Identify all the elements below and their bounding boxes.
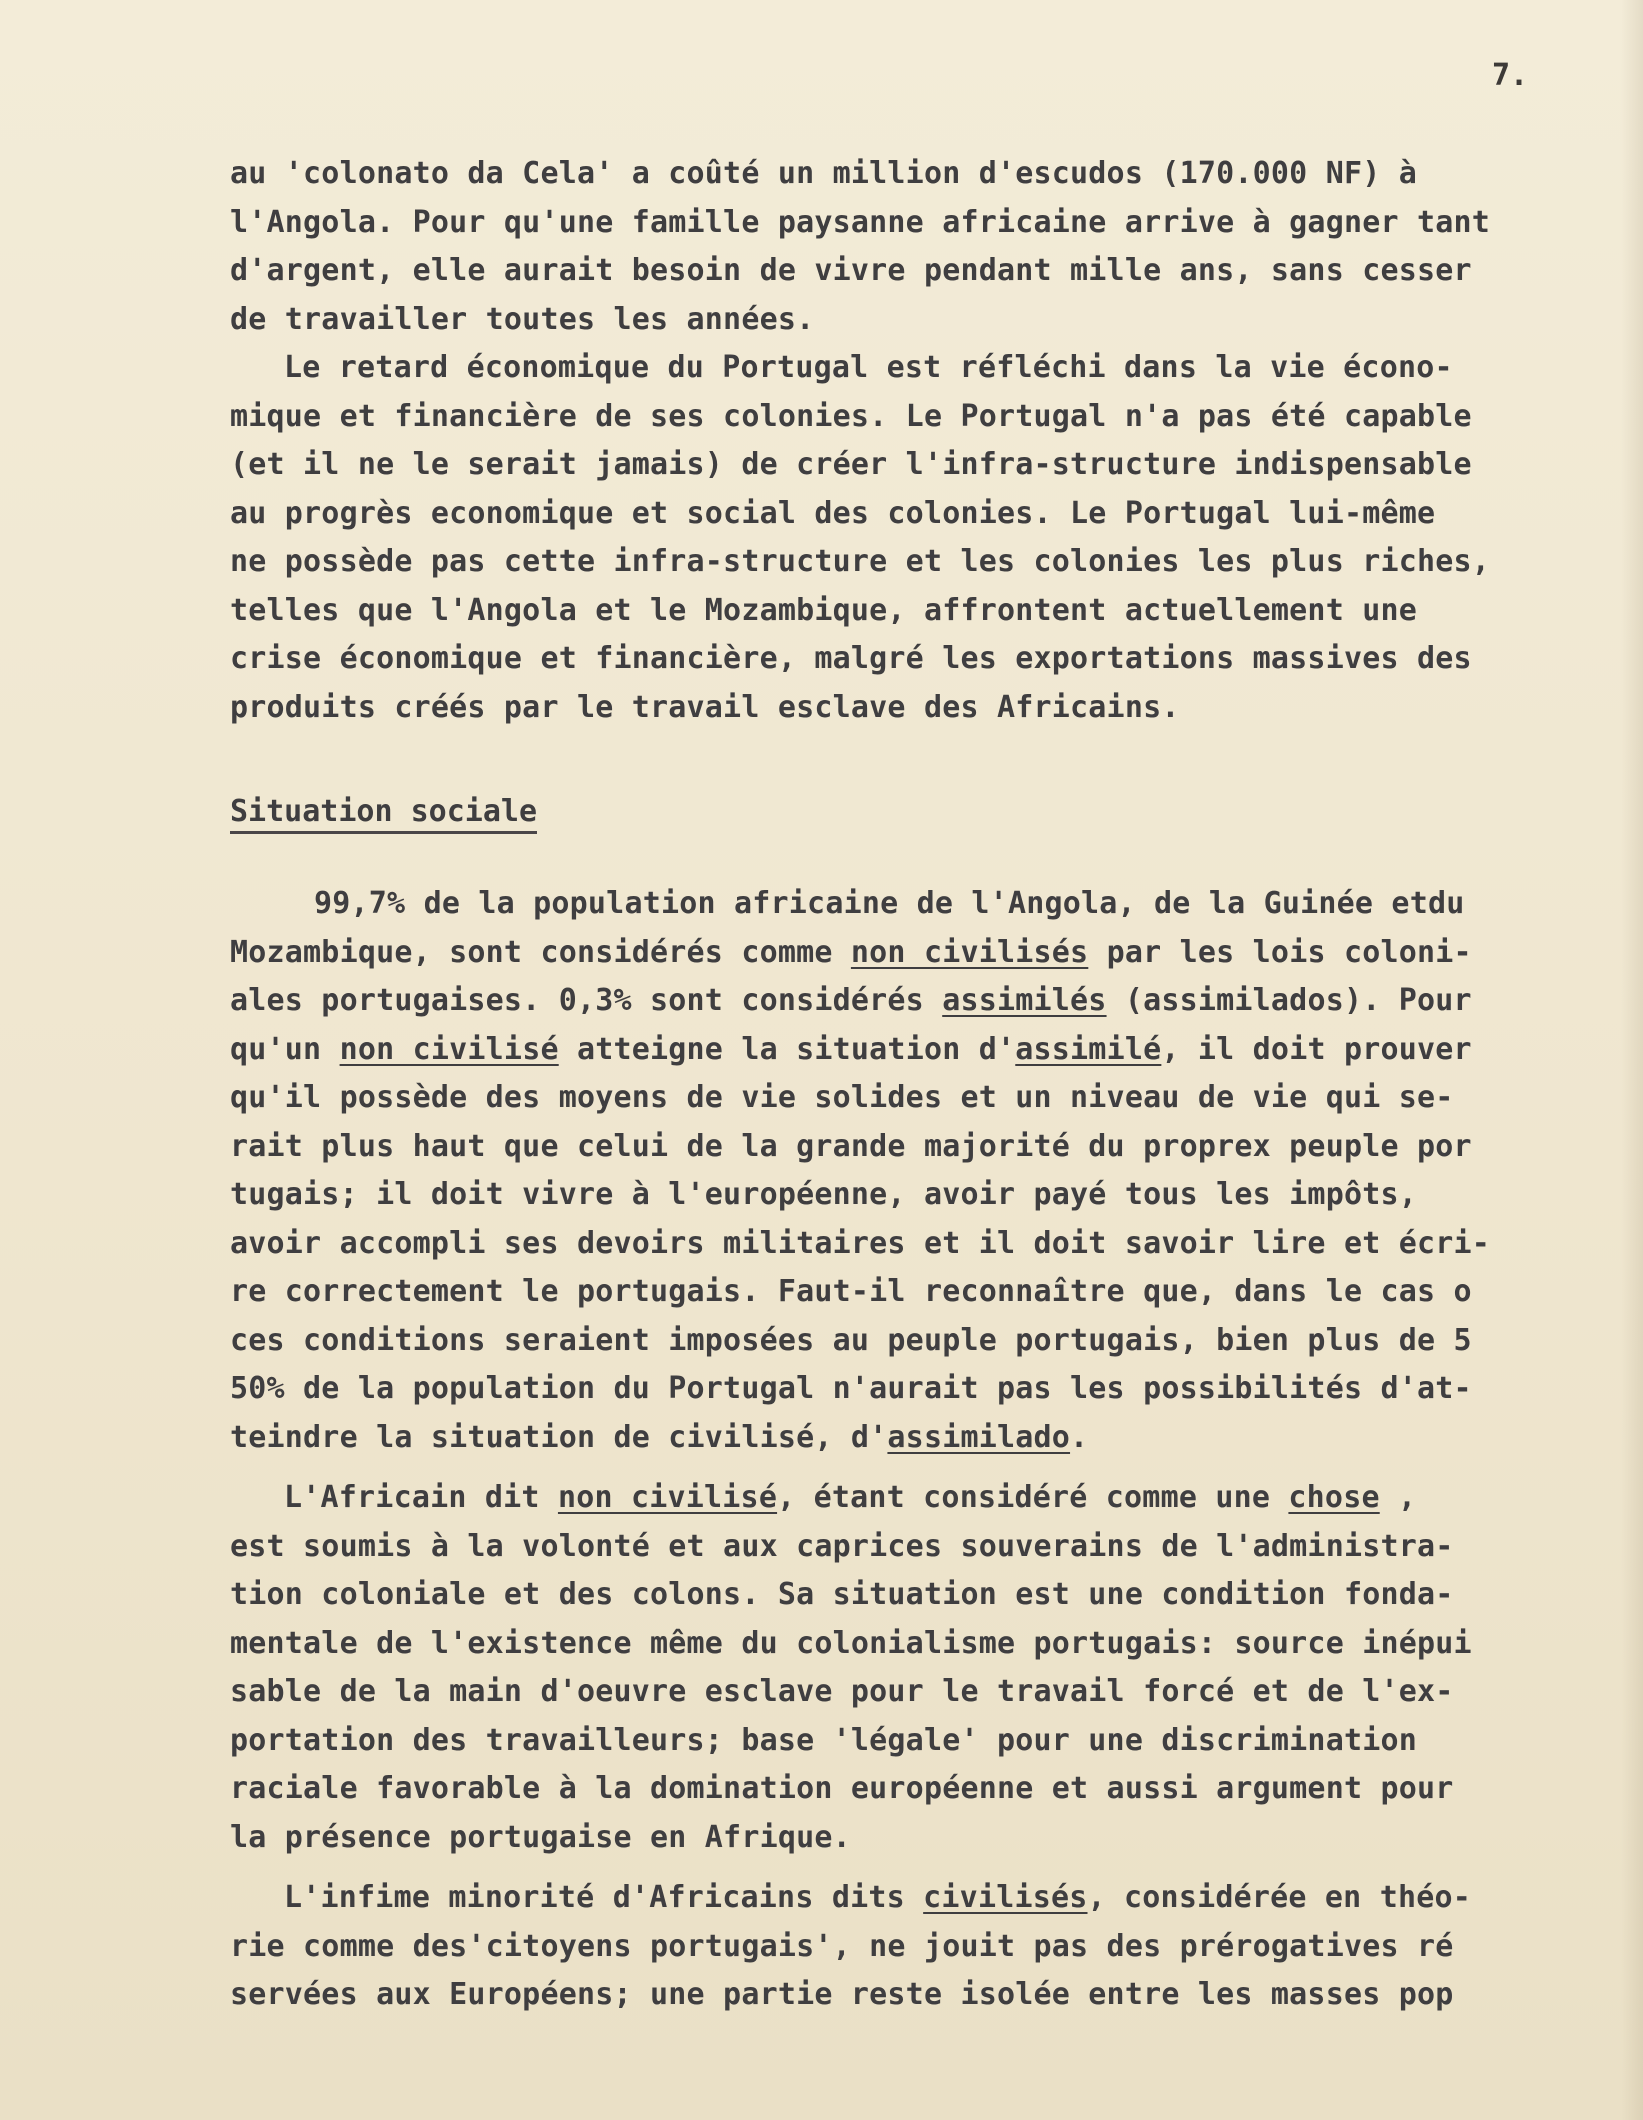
text-segment: , considérée en théo- bbox=[1087, 1880, 1472, 1915]
text-line: telles que l'Angola et le Mozambique, affrontent actuellement une bbox=[230, 592, 1417, 628]
text-line bbox=[230, 1268, 1620, 1317]
text-line bbox=[230, 1074, 1620, 1123]
text-segment: portation des travailleurs; base 'légale' pour une discrimination bbox=[230, 1722, 1417, 1758]
text-line bbox=[230, 1620, 1620, 1669]
document-body bbox=[230, 150, 1620, 2020]
text-segment: L'infime minorité d'Africains dits bbox=[284, 1880, 924, 1915]
underlined-term: assimilés bbox=[942, 983, 1107, 1018]
text-segment: mentale de l'existence même du colonialisme portugais: source inépui bbox=[230, 1625, 1472, 1661]
text-line bbox=[230, 1923, 1620, 1972]
text-line bbox=[230, 1026, 1620, 1075]
text-line: l'Angola. Pour qu'une famille paysanne africaine arrive à gagner tant bbox=[230, 204, 1491, 240]
underlined-term: non civilisé bbox=[339, 1031, 559, 1067]
underlined-term: non civilisé bbox=[557, 1480, 778, 1515]
text-segment: , étant considéré comme une bbox=[777, 1480, 1289, 1515]
text-line: au 'colonato da Cela' a coûté un million d'escudos (170.000 NF) à bbox=[230, 156, 1417, 191]
text-segment: atteigne la situation d' bbox=[558, 1031, 1016, 1067]
text-line bbox=[230, 1765, 1620, 1814]
text-segment: ales portugaises. 0,3% sont considérés bbox=[230, 983, 943, 1018]
text-line bbox=[230, 1668, 1620, 1717]
underlined-term: non civilisés bbox=[850, 934, 1089, 970]
text-line bbox=[230, 1717, 1620, 1766]
page-number: 7. bbox=[1492, 58, 1529, 93]
text-line bbox=[230, 1874, 1620, 1923]
text-segment: raciale favorable à la domination européenne et aussi argument pour bbox=[230, 1771, 1454, 1806]
text-segment: (assimilados). Pour bbox=[1106, 983, 1472, 1018]
text-segment: tugais; il doit vivre à l'européenne, avoir payé tous les impôts, bbox=[230, 1177, 1417, 1212]
section-heading: Situation sociale bbox=[230, 794, 537, 834]
text-line: produits créés par le travail esclave des Africains. bbox=[230, 689, 1180, 725]
text-line bbox=[230, 1365, 1620, 1414]
text-line bbox=[230, 1414, 1620, 1463]
text-segment: . bbox=[1070, 1419, 1089, 1455]
text-line: au progrès economique et social des colonies. Le Portugal lui-même bbox=[230, 495, 1436, 531]
text-segment: tion coloniale et des colons. Sa situation est une condition fonda- bbox=[230, 1577, 1454, 1612]
text-segment: qu'un bbox=[230, 1031, 340, 1067]
text-line: crise économique et financière, malgré les exportations massives des bbox=[230, 641, 1472, 676]
text-line bbox=[230, 1171, 1620, 1220]
text-line: (et il ne le serait jamais) de créer l'infra-structure indispensable bbox=[230, 447, 1472, 482]
text-segment: avoir accompli ses devoirs militaires et il doit savoir lire et écri- bbox=[230, 1225, 1491, 1261]
text-segment: sable de la main d'oeuvre esclave pour le travail forcé et de l'ex- bbox=[230, 1674, 1454, 1709]
text-line bbox=[230, 1474, 1620, 1523]
text-line bbox=[230, 929, 1620, 978]
text-line: d'argent, elle aurait besoin de vivre pendant mille ans, sans cesser bbox=[230, 253, 1472, 288]
text-segment: Mozambique, sont considérés comme bbox=[230, 934, 851, 970]
paragraph-civilises bbox=[230, 1874, 1620, 2020]
text-segment: rie comme des'citoyens portugais', ne jouit pas des prérogatives ré bbox=[230, 1928, 1454, 1964]
text-line bbox=[230, 880, 1620, 929]
paragraph-non-civilise bbox=[230, 1474, 1620, 1862]
paragraph-colonato bbox=[230, 150, 1620, 344]
text-segment: est soumis à la volonté et aux caprices souverains de l'administra- bbox=[230, 1528, 1454, 1564]
underlined-term: chose bbox=[1288, 1480, 1380, 1515]
paragraph-population-status bbox=[230, 880, 1620, 1462]
text-segment: ces conditions seraient imposées au peuple portugais, bien plus de 5 bbox=[230, 1322, 1472, 1358]
underlined-term: assimilado bbox=[887, 1419, 1071, 1455]
text-segment: par les lois coloni- bbox=[1088, 934, 1472, 970]
text-line bbox=[230, 1523, 1620, 1572]
text-line bbox=[230, 1220, 1620, 1269]
text-line bbox=[230, 1814, 1620, 1863]
text-segment: teindre la situation de civilisé, d' bbox=[230, 1419, 888, 1455]
text-line bbox=[230, 977, 1620, 1026]
text-line: de travailler toutes les années. bbox=[230, 301, 815, 337]
text-segment: L'Africain dit bbox=[284, 1480, 558, 1515]
underlined-term: civilisés bbox=[923, 1880, 1088, 1915]
text-segment: la présence portugaise en Afrique. bbox=[230, 1819, 851, 1855]
paragraph-retard-economique bbox=[230, 344, 1620, 732]
text-segment: servées aux Européens; une partie reste isolée entre les masses pop bbox=[230, 1977, 1454, 2012]
text-line: Le retard économique du Portugal est réfléchi dans la vie écono- bbox=[284, 350, 1453, 385]
underlined-term: assimilé bbox=[1015, 1031, 1162, 1067]
page-edge-shadow bbox=[1621, 0, 1643, 2120]
text-segment: qu'il possède des moyens de vie solides et un niveau de vie qui se- bbox=[230, 1080, 1454, 1115]
text-segment: re correctement le portugais. Faut-il reconnaître que, dans le cas o bbox=[230, 1274, 1472, 1309]
text-line: ne possède pas cette infra-structure et les colonies les plus riches, bbox=[230, 544, 1491, 579]
text-segment: , bbox=[1379, 1480, 1417, 1515]
text-segment: rait plus haut que celui de la grande majorité du proprex peuple por bbox=[230, 1128, 1472, 1164]
text-line bbox=[230, 1971, 1620, 2020]
text-line bbox=[230, 1317, 1620, 1366]
text-line bbox=[230, 1123, 1620, 1172]
text-line bbox=[230, 1571, 1620, 1620]
text-segment: 99,7% de la population africaine de l'Angola, de la Guinée etdu bbox=[314, 886, 1465, 921]
text-segment: , il doit prouver bbox=[1161, 1031, 1472, 1067]
text-line: mique et financière de ses colonies. Le Portugal n'a pas été capable bbox=[230, 398, 1472, 434]
text-segment: 50% de la population du Portugal n'aurait pas les possibilités d'at- bbox=[230, 1371, 1472, 1406]
